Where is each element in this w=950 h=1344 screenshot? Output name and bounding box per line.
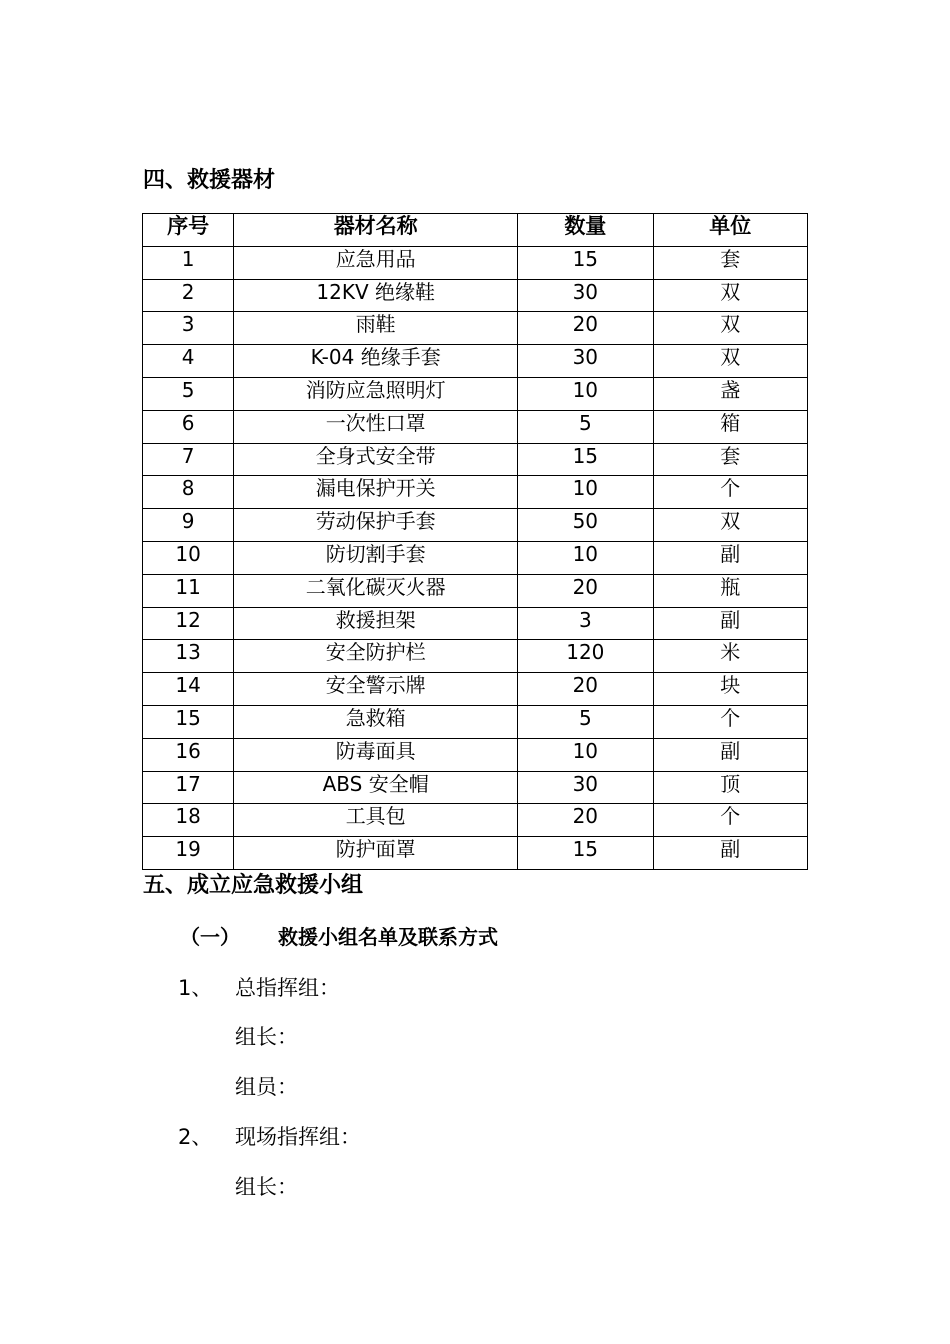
cell-equipment-name: K-04 绝缘手套	[234, 345, 518, 378]
equipment-table-body	[143, 246, 808, 869]
table-row	[143, 705, 808, 738]
group-leader-label: 组长：	[235, 1025, 298, 1049]
cell-serial-no: 6	[143, 410, 234, 443]
cell-unit: 套	[653, 443, 807, 476]
cell-equipment-name: 劳动保护手套	[234, 509, 518, 542]
header-equipment-name: 器材名称	[234, 214, 518, 247]
cell-unit: 双	[653, 509, 807, 542]
list-item-text: 总指挥组：	[235, 976, 340, 1000]
table-row	[143, 246, 808, 279]
cell-unit: 个	[653, 804, 807, 837]
table-row	[143, 738, 808, 771]
cell-serial-no: 17	[143, 771, 234, 804]
cell-equipment-name: 防毒面具	[234, 738, 518, 771]
cell-unit: 瓶	[653, 574, 807, 607]
cell-equipment-name: 救援担架	[234, 607, 518, 640]
cell-serial-no: 15	[143, 705, 234, 738]
cell-quantity: 20	[518, 673, 653, 706]
cell-quantity: 20	[518, 312, 653, 345]
header-quantity: 数量	[518, 214, 653, 247]
table-row	[143, 410, 808, 443]
cell-serial-no: 9	[143, 509, 234, 542]
cell-serial-no: 13	[143, 640, 234, 673]
table-row	[143, 771, 808, 804]
cell-quantity: 10	[518, 738, 653, 771]
section-4-title: 四、救援器材	[143, 168, 276, 193]
table-row	[143, 541, 808, 574]
cell-unit: 个	[653, 705, 807, 738]
cell-serial-no: 10	[143, 541, 234, 574]
cell-serial-no: 7	[143, 443, 234, 476]
cell-equipment-name: 12KV 绝缘鞋	[234, 279, 518, 312]
cell-equipment-name: 全身式安全带	[234, 443, 518, 476]
cell-equipment-name: 工具包	[234, 804, 518, 837]
table-row	[143, 574, 808, 607]
cell-equipment-name: 急救箱	[234, 705, 518, 738]
cell-equipment-name: 消防应急照明灯	[234, 377, 518, 410]
equipment-table	[142, 213, 808, 870]
cell-quantity: 10	[518, 377, 653, 410]
table-row	[143, 607, 808, 640]
cell-equipment-name: 二氧化碳灭火器	[234, 574, 518, 607]
cell-equipment-name: 安全警示牌	[234, 673, 518, 706]
cell-quantity: 120	[518, 640, 653, 673]
group-member-label: 组员：	[235, 1075, 298, 1099]
cell-quantity: 15	[518, 246, 653, 279]
table-header-row	[143, 214, 808, 247]
list-item	[178, 975, 478, 1001]
cell-serial-no: 12	[143, 607, 234, 640]
table-row	[143, 279, 808, 312]
cell-equipment-name: 应急用品	[234, 246, 518, 279]
cell-quantity: 30	[518, 345, 653, 378]
cell-serial-no: 1	[143, 246, 234, 279]
cell-unit: 米	[653, 640, 807, 673]
cell-quantity: 10	[518, 541, 653, 574]
cell-unit: 双	[653, 312, 807, 345]
cell-serial-no: 8	[143, 476, 234, 509]
cell-serial-no: 3	[143, 312, 234, 345]
cell-quantity: 50	[518, 509, 653, 542]
table-row	[143, 476, 808, 509]
cell-unit: 个	[653, 476, 807, 509]
cell-quantity: 15	[518, 443, 653, 476]
cell-unit: 箱	[653, 410, 807, 443]
cell-serial-no: 19	[143, 837, 234, 870]
table-row	[143, 837, 808, 870]
cell-serial-no: 4	[143, 345, 234, 378]
cell-serial-no: 5	[143, 377, 234, 410]
table-row	[143, 345, 808, 378]
list-item	[178, 1124, 478, 1150]
cell-equipment-name: 雨鞋	[234, 312, 518, 345]
cell-unit: 双	[653, 279, 807, 312]
cell-quantity: 3	[518, 607, 653, 640]
cell-equipment-name: ABS 安全帽	[234, 771, 518, 804]
cell-unit: 副	[653, 541, 807, 574]
cell-unit: 块	[653, 673, 807, 706]
list-item-number: 2、	[178, 1125, 213, 1149]
table-row	[143, 673, 808, 706]
table-row	[143, 509, 808, 542]
header-serial-no: 序号	[143, 214, 234, 247]
cell-serial-no: 16	[143, 738, 234, 771]
cell-serial-no: 14	[143, 673, 234, 706]
cell-equipment-name: 防护面罩	[234, 837, 518, 870]
group-leader-label: 组长：	[235, 1175, 298, 1199]
cell-equipment-name: 防切割手套	[234, 541, 518, 574]
cell-serial-no: 18	[143, 804, 234, 837]
table-row	[143, 443, 808, 476]
cell-equipment-name: 一次性口罩	[234, 410, 518, 443]
list-item-text: 现场指挥组：	[235, 1125, 361, 1149]
cell-unit: 套	[653, 246, 807, 279]
cell-quantity: 20	[518, 804, 653, 837]
cell-unit: 顶	[653, 771, 807, 804]
table-row	[143, 377, 808, 410]
cell-quantity: 30	[518, 771, 653, 804]
cell-quantity: 10	[518, 476, 653, 509]
cell-unit: 双	[653, 345, 807, 378]
cell-unit: 副	[653, 738, 807, 771]
list-item-number: 1、	[178, 976, 213, 1000]
cell-quantity: 15	[518, 837, 653, 870]
cell-equipment-name: 安全防护栏	[234, 640, 518, 673]
table-row	[143, 312, 808, 345]
table-row	[143, 640, 808, 673]
section-5-title: 五、成立应急救援小组	[143, 873, 364, 898]
subsection-text: 救援小组名单及联系方式	[278, 925, 498, 949]
subsection-title	[180, 924, 498, 950]
header-unit: 单位	[653, 214, 807, 247]
cell-quantity: 5	[518, 410, 653, 443]
cell-serial-no: 11	[143, 574, 234, 607]
subsection-number: （一）	[180, 925, 240, 949]
cell-equipment-name: 漏电保护开关	[234, 476, 518, 509]
cell-quantity: 30	[518, 279, 653, 312]
cell-quantity: 5	[518, 705, 653, 738]
cell-serial-no: 2	[143, 279, 234, 312]
cell-quantity: 20	[518, 574, 653, 607]
cell-unit: 副	[653, 837, 807, 870]
cell-unit: 副	[653, 607, 807, 640]
cell-unit: 盏	[653, 377, 807, 410]
table-row	[143, 804, 808, 837]
